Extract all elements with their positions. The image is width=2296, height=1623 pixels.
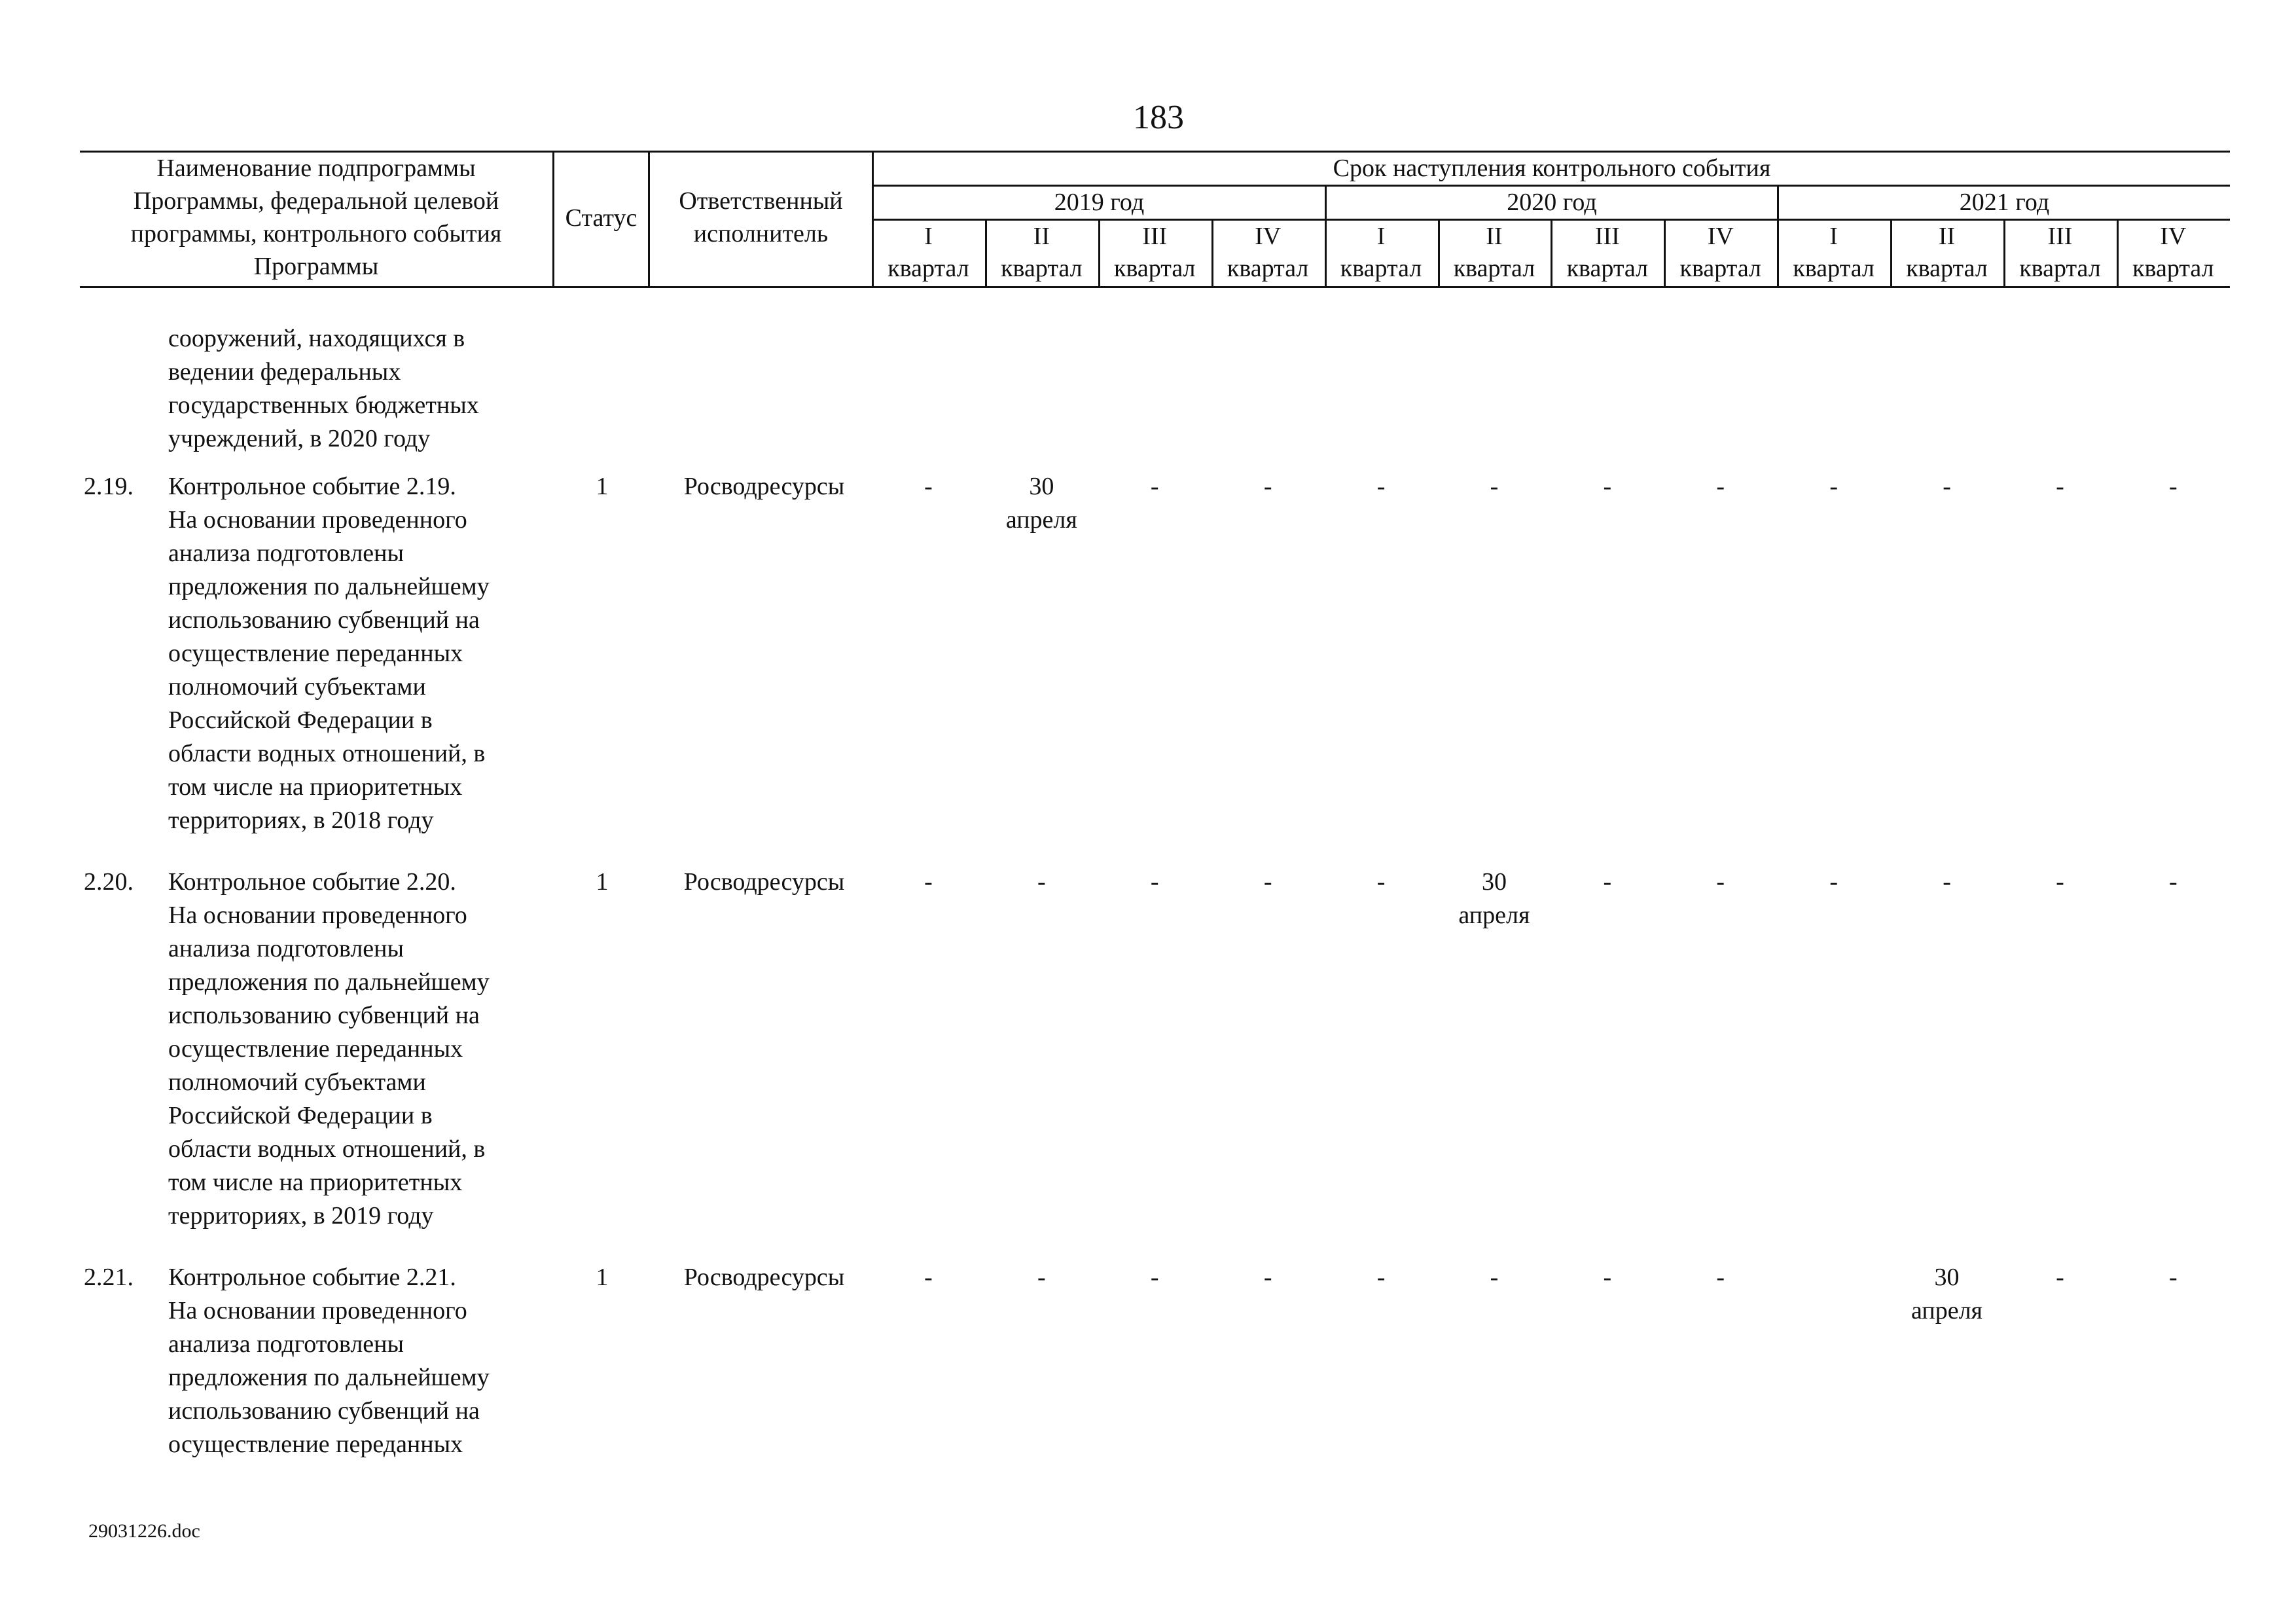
quarter-cell: - xyxy=(1490,1264,1499,1291)
header-quarter-word: квартал xyxy=(1793,255,1874,282)
event-name-line: Российской Федерации в xyxy=(168,706,433,734)
quarter-cell: - xyxy=(1376,868,1386,896)
header-quarter-number: II xyxy=(1033,223,1050,250)
event-name-line: полномочий субъектами xyxy=(168,673,426,701)
document-filename: 29031226.doc xyxy=(88,1520,200,1542)
row-number: 2.19. xyxy=(84,473,134,500)
event-name-line: использованию субвенций на xyxy=(168,1002,480,1029)
header-quarter-word: квартал xyxy=(1001,255,1083,282)
event-name-line: предложения по дальнейшему xyxy=(168,968,490,996)
quarter-cell: - xyxy=(1943,473,1951,500)
header-name-line: программы, контрольного события xyxy=(130,220,502,247)
header-quarter-word: квартал xyxy=(1227,255,1309,282)
quarter-cell: - xyxy=(1376,1264,1386,1291)
quarter-cell: - xyxy=(1037,1264,1046,1291)
quarter-cell: - xyxy=(1716,473,1725,500)
event-name-line: На основании проведенного xyxy=(168,506,467,534)
quarter-cell: - xyxy=(1490,473,1499,500)
event-name-line: осуществление переданных xyxy=(168,1035,463,1063)
quarter-cell: - xyxy=(2056,1264,2064,1291)
event-name-line: На основании проведенного xyxy=(168,902,467,929)
header-quarter-number: I xyxy=(1829,223,1838,250)
header-name-line: Программы xyxy=(253,253,379,280)
event-name-line: Контрольное событие 2.19. xyxy=(168,473,456,500)
header-quarter-word: квартал xyxy=(2132,255,2214,282)
header-name-line: Наименование подпрограммы xyxy=(156,155,476,182)
header-quarter-word: квартал xyxy=(888,255,969,282)
quarter-cell: - xyxy=(1603,868,1612,896)
event-name-line: том числе на приоритетных xyxy=(168,1169,463,1196)
event-name-line: полномочий субъектами xyxy=(168,1068,426,1096)
header-executor-line: Ответственный xyxy=(679,187,843,215)
event-name-line: территориях, в 2018 году xyxy=(168,807,434,834)
quarter-cell: 30 апреля xyxy=(1458,868,1530,929)
table-header xyxy=(80,151,2230,288)
event-name-line: области водных отношений, в xyxy=(168,1135,486,1163)
quarter-cell: - xyxy=(1829,868,1838,896)
quarter-cell: - xyxy=(1716,1264,1725,1291)
event-name-line: Контрольное событие 2.21. xyxy=(168,1264,456,1291)
event-name-line: анализа подготовлены xyxy=(168,539,404,567)
event-name-line: предложения по дальнейшему xyxy=(168,1364,490,1391)
header-name-line: Программы, федеральной целевой xyxy=(133,187,499,215)
header-quarter-word: квартал xyxy=(1679,255,1761,282)
event-name-line: области водных отношений, в xyxy=(168,740,486,767)
header-quarter-number: II xyxy=(1486,223,1503,250)
row-number: 2.20. xyxy=(84,868,134,896)
event-name-line: анализа подготовлены xyxy=(168,935,404,962)
quarter-cell: - xyxy=(924,868,933,896)
page-number: 183 xyxy=(1133,99,1184,136)
header-year-2021: 2021 год xyxy=(1959,189,2050,216)
quarter-cell: 30 апреля xyxy=(1911,1264,1983,1324)
status-value: 1 xyxy=(596,1264,609,1291)
quarter-cell: - xyxy=(1150,868,1159,896)
header-quarter-word: квартал xyxy=(2019,255,2101,282)
quarter-cell: - xyxy=(1716,868,1725,896)
header-quarter-number: III xyxy=(1594,223,1620,250)
quarter-cell: 30 апреля xyxy=(1005,473,1077,534)
event-name-line: осуществление переданных xyxy=(168,1431,463,1458)
continuation-text: сооружений, находящихся в ведении федеральных государственных бюджетных учреждений, в 2020 году xyxy=(168,325,479,452)
event-name-line: использованию субвенций на xyxy=(168,1397,480,1425)
header-quarter-word: квартал xyxy=(1340,255,1422,282)
header-year-2020: 2020 год xyxy=(1507,189,1597,216)
quarter-cell: - xyxy=(1263,473,1272,500)
event-name-line: анализа подготовлены xyxy=(168,1330,404,1358)
quarter-cell: - xyxy=(2169,868,2178,896)
executor-value: Росводресурсы xyxy=(683,868,845,896)
header-status: Статус xyxy=(565,204,637,232)
quarter-cell: - xyxy=(2169,473,2178,500)
header-year-2019: 2019 год xyxy=(1054,189,1145,216)
status-value: 1 xyxy=(596,473,609,500)
status-value: 1 xyxy=(596,868,609,896)
quarter-cell: - xyxy=(1150,473,1159,500)
header-quarter-word: квартал xyxy=(1566,255,1649,282)
quarter-cell: - xyxy=(924,473,933,500)
event-name xyxy=(168,866,535,1233)
quarter-cell: - xyxy=(1829,473,1838,500)
header-executor-line: исполнитель xyxy=(693,220,829,247)
quarter-cell: - xyxy=(1603,1264,1612,1291)
quarter-cell: - xyxy=(1037,868,1046,896)
quarter-cell: - xyxy=(924,1264,933,1291)
quarter-cell: - xyxy=(1263,1264,1272,1291)
event-name-line: осуществление переданных xyxy=(168,640,463,667)
quarter-cell: - xyxy=(2056,868,2064,896)
header-quarter-number: IV xyxy=(1707,223,1734,250)
executor-value: Росводресурсы xyxy=(683,473,845,500)
executor-value: Росводресурсы xyxy=(683,1264,845,1291)
event-name-line: территориях, в 2019 году xyxy=(168,1202,434,1230)
quarter-cell: - xyxy=(1263,868,1272,896)
event-name-line: том числе на приоритетных xyxy=(168,773,463,801)
header-quarter-number: IV xyxy=(2160,223,2187,250)
event-name-line: На основании проведенного xyxy=(168,1297,467,1324)
event-name-line: Российской Федерации в xyxy=(168,1102,433,1129)
event-name xyxy=(168,1261,535,1461)
header-quarter-number: I xyxy=(924,223,933,250)
quarter-cell: - xyxy=(2056,473,2064,500)
header-quarter-number: II xyxy=(1938,223,1956,250)
event-name-line: Контрольное событие 2.20. xyxy=(168,868,456,896)
header-quarter-word: квартал xyxy=(1906,255,1988,282)
header-quarter-number: III xyxy=(2047,223,2073,250)
header-bottom-border xyxy=(80,286,2230,288)
quarter-cell: - xyxy=(1943,868,1951,896)
header-quarter-number: I xyxy=(1376,223,1386,250)
row-number: 2.21. xyxy=(84,1264,134,1291)
header-quarter-word: квартал xyxy=(1113,255,1196,282)
quarter-cell: - xyxy=(2169,1264,2178,1291)
event-name-line: предложения по дальнейшему xyxy=(168,573,490,600)
quarter-cell: - xyxy=(1603,473,1612,500)
event-name-line: использованию субвенций на xyxy=(168,606,480,634)
quarter-cell: - xyxy=(1376,473,1386,500)
event-name xyxy=(168,470,535,837)
header-deadline-title: Срок наступления контрольного события xyxy=(1333,155,1771,182)
header-quarter-number: IV xyxy=(1255,223,1282,250)
header-quarter-word: квартал xyxy=(1453,255,1535,282)
quarter-cell: - xyxy=(1150,1264,1159,1291)
header-quarter-number: III xyxy=(1142,223,1168,250)
